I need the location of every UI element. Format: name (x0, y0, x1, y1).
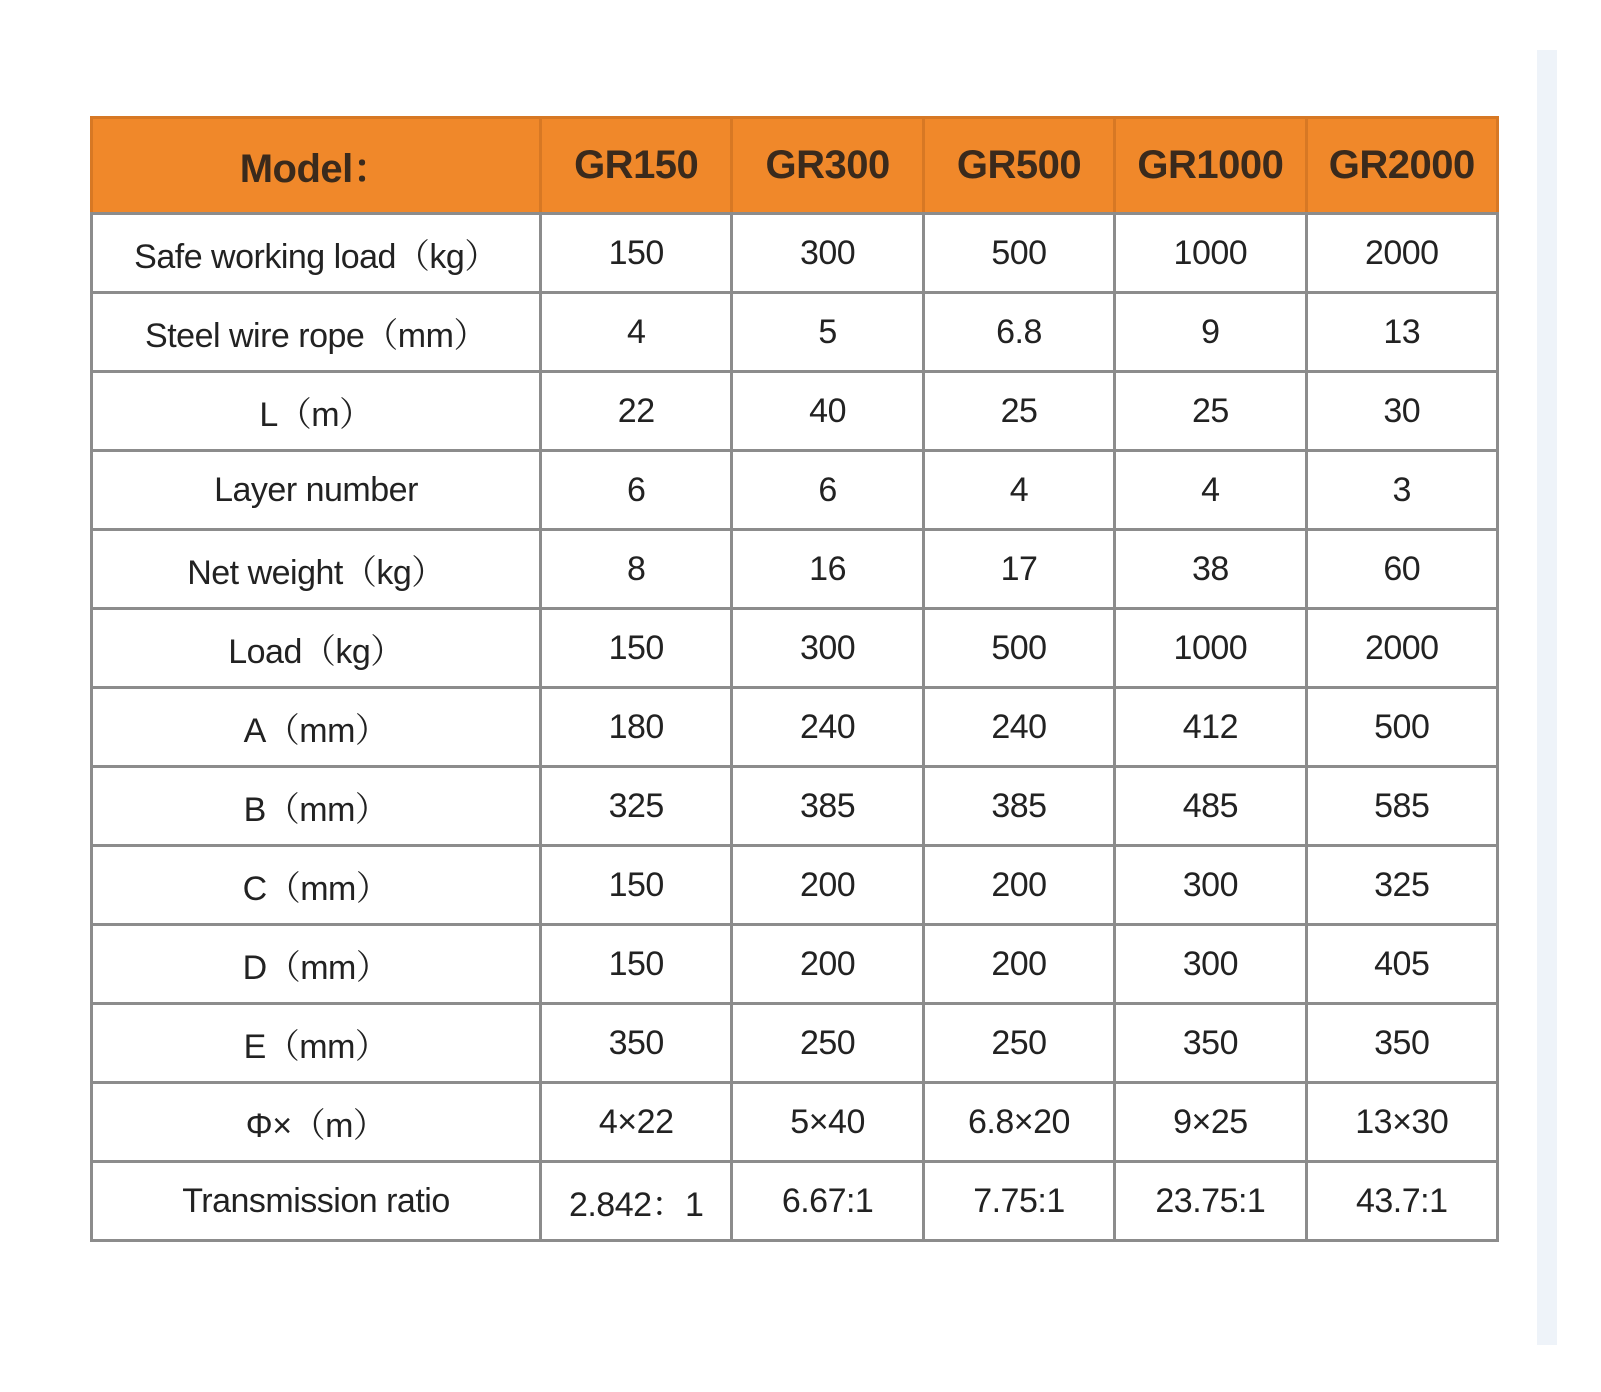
table-cell: 150 (541, 214, 732, 293)
table-cell: 300 (732, 609, 923, 688)
table-cell: 412 (1115, 688, 1306, 767)
row-label: Layer number (92, 451, 541, 530)
table-cell: 13 (1306, 293, 1497, 372)
table-row (92, 846, 1498, 925)
row-label: Net weight（kg） (92, 530, 541, 609)
table-cell: 1000 (1115, 214, 1306, 293)
table-cell: 585 (1306, 767, 1497, 846)
table-cell: 405 (1306, 925, 1497, 1004)
table-cell: 9 (1115, 293, 1306, 372)
table-row (92, 1162, 1498, 1241)
table-cell: 17 (923, 530, 1114, 609)
table-cell: 250 (732, 1004, 923, 1083)
right-edge-strip (1537, 50, 1557, 1345)
table-cell: 240 (732, 688, 923, 767)
table-cell: 22 (541, 372, 732, 451)
table-cell: 30 (1306, 372, 1497, 451)
row-label: Safe working load（kg） (92, 214, 541, 293)
table-row (92, 609, 1498, 688)
table-cell: 350 (1306, 1004, 1497, 1083)
table-cell: 200 (732, 846, 923, 925)
table-cell: 300 (1115, 846, 1306, 925)
table-cell: 6.8 (923, 293, 1114, 372)
table-cell: 6.8×20 (923, 1083, 1114, 1162)
table-cell: 8 (541, 530, 732, 609)
header-row (92, 118, 1498, 214)
model-header-cell: GR2000 (1306, 118, 1497, 214)
model-header-cell: GR1000 (1115, 118, 1306, 214)
table-row (92, 530, 1498, 609)
table-row (92, 1083, 1498, 1162)
table-cell: 200 (923, 925, 1114, 1004)
table-cell: 16 (732, 530, 923, 609)
table-body (92, 214, 1498, 1241)
table-cell: 325 (1306, 846, 1497, 925)
row-label: L（m） (92, 372, 541, 451)
table-cell: 150 (541, 925, 732, 1004)
table-cell: 6.67:1 (732, 1162, 923, 1241)
table-cell: 6 (732, 451, 923, 530)
table-cell: 240 (923, 688, 1114, 767)
table-row (92, 451, 1498, 530)
table-cell: 7.75:1 (923, 1162, 1114, 1241)
model-header-cell: GR300 (732, 118, 923, 214)
row-label: C（mm） (92, 846, 541, 925)
table-cell: 325 (541, 767, 732, 846)
table-row (92, 925, 1498, 1004)
table-cell: 350 (541, 1004, 732, 1083)
table-cell: 2.842：1 (541, 1162, 732, 1241)
table-cell: 5 (732, 293, 923, 372)
table-cell: 200 (732, 925, 923, 1004)
table-cell: 3 (1306, 451, 1497, 530)
table-cell: 6 (541, 451, 732, 530)
table-cell: 150 (541, 609, 732, 688)
header-label: Model： (92, 118, 541, 214)
table-cell: 250 (923, 1004, 1114, 1083)
row-label: Transmission ratio (92, 1162, 541, 1241)
table-cell: 4×22 (541, 1083, 732, 1162)
table-cell: 485 (1115, 767, 1306, 846)
table-cell: 300 (732, 214, 923, 293)
table-row (92, 372, 1498, 451)
model-header-cell: GR150 (541, 118, 732, 214)
table-cell: 500 (923, 214, 1114, 293)
table-cell: 385 (732, 767, 923, 846)
specification-table (90, 116, 1499, 1242)
table-cell: 4 (923, 451, 1114, 530)
table-cell: 4 (1115, 451, 1306, 530)
table-cell: 43.7:1 (1306, 1162, 1497, 1241)
table-row (92, 293, 1498, 372)
table-row (92, 688, 1498, 767)
row-label: A（mm） (92, 688, 541, 767)
table-cell: 25 (1115, 372, 1306, 451)
table-cell: 13×30 (1306, 1083, 1497, 1162)
model-header-cell: GR500 (923, 118, 1114, 214)
table-cell: 385 (923, 767, 1114, 846)
table-row (92, 1004, 1498, 1083)
table-cell: 5×40 (732, 1083, 923, 1162)
table-cell: 150 (541, 846, 732, 925)
table-cell: 2000 (1306, 214, 1497, 293)
table-cell: 4 (541, 293, 732, 372)
table-cell: 500 (923, 609, 1114, 688)
table-cell: 40 (732, 372, 923, 451)
row-label: B（mm） (92, 767, 541, 846)
table-cell: 350 (1115, 1004, 1306, 1083)
table-cell: 200 (923, 846, 1114, 925)
table-cell: 60 (1306, 530, 1497, 609)
table-row (92, 767, 1498, 846)
table-cell: 38 (1115, 530, 1306, 609)
table-cell: 9×25 (1115, 1083, 1306, 1162)
row-label: Φ×（m） (92, 1083, 541, 1162)
table-row (92, 214, 1498, 293)
row-label: Steel wire rope（mm） (92, 293, 541, 372)
table-header (92, 118, 1498, 214)
table-cell: 2000 (1306, 609, 1497, 688)
row-label: E（mm） (92, 1004, 541, 1083)
table-cell: 300 (1115, 925, 1306, 1004)
table-cell: 23.75:1 (1115, 1162, 1306, 1241)
table-cell: 25 (923, 372, 1114, 451)
table-cell: 500 (1306, 688, 1497, 767)
table-cell: 1000 (1115, 609, 1306, 688)
table-cell: 180 (541, 688, 732, 767)
row-label: Load（kg） (92, 609, 541, 688)
row-label: D（mm） (92, 925, 541, 1004)
